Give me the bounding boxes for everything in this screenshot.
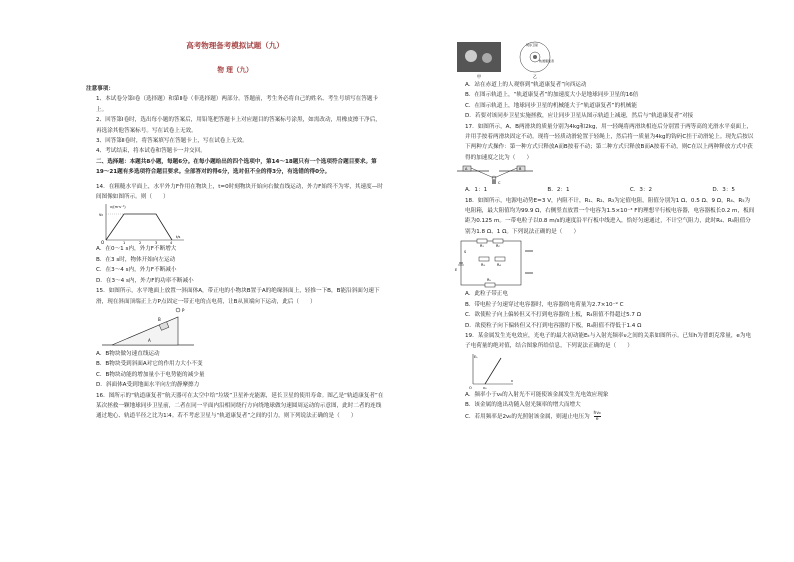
svg-text:E: E bbox=[455, 268, 458, 273]
satellite-photo bbox=[457, 42, 501, 72]
note-item: 3、回答第Ⅱ卷时，将答案填写在答题卡上，写在试卷上无效。 bbox=[96, 138, 248, 145]
note-item: 1、本试卷分第Ⅰ卷（选择题）和第Ⅱ卷（非选择题）两部分。答题前，考生务必将自己的姓名、考生号填写在答题卡上。 bbox=[96, 96, 379, 113]
svg-text:甲: 甲 bbox=[477, 74, 481, 79]
option: B．在3 s时，物体开始向左运动 bbox=[96, 256, 176, 263]
option: C．B物块动能的增加量小于电势能的减少量 bbox=[96, 371, 205, 378]
svg-text:Eₖ: Eₖ bbox=[474, 354, 478, 359]
rope bbox=[471, 168, 517, 178]
option: C．在3～4 s内，外力F不断减小 bbox=[96, 267, 177, 274]
vt-curve bbox=[106, 214, 172, 240]
exam-title: 高考物理备考模拟试题（九） bbox=[186, 41, 284, 50]
svg-text:ν₀: ν₀ bbox=[483, 385, 487, 390]
svg-text:同步卫星: 同步卫星 bbox=[526, 43, 539, 47]
option: D．若要对该同步卫星实施拯救，应让同步卫星从图示轨道上减速，然后与“轨道康复者”对接 bbox=[465, 113, 694, 120]
question-16-stem: 16．图所示的“轨道康复者”航天器可在太空中给“垃圾”卫星补充能源，延长卫星的使用寿命。图乙是“轨道康复者”在某次拯救一颗地球同步卫星前，二者在同一平面内沿相同绕行方向绕地球做匀速圆周运动的示意图，此时二者的连线通过地心、轨道半径之比为1∶4。若不考虑卫星与“轨道康复者”之间的引力，则下列说法正确的是（ ） bbox=[96, 392, 384, 420]
section-heading: 二、选择题：本题共8小题，每题6分。在每小题给出的四个选项中，第14～18题只有一个选项符合题目要求。第19～21题有多选项符合题目要求。全部答对的得6分，选对但不全的得3分，有选错的得0分。 bbox=[96, 158, 377, 176]
option: B．B物块受到斜面A对它的作用力大小不变 bbox=[96, 361, 203, 368]
question-18-stem: 18．如图所示，电源电动势E=3 V，内阻不计，R₁、R₂、R₃为定值电阻，阻值分别为1 Ω、0.5 Ω、9 Ω，R₄、R₅为电阻箱，最大阻值均为99.9 Ω，右侧竖直放置一个电容为1.5×10⁻³ F的理想平行板电容器，电容器板长0.2 m，板间距为0.125 m。一带电粒子以0.8 m/s的速度沿平行板中线进入，恰好匀速通过，不计空气阻力，此时R₄、R₅阻值分别为1.8 Ω、1 Ω。下列说法正确的是（ ） bbox=[465, 197, 755, 235]
origin-label: O bbox=[101, 240, 105, 245]
R4 bbox=[495, 257, 505, 261]
q15-incline-figure bbox=[98, 307, 198, 349]
option: A．站在赤道上的人观察到“轨道康复者”向西运动 bbox=[465, 82, 587, 88]
svg-text:B: B bbox=[158, 316, 161, 322]
right-column bbox=[455, 40, 755, 422]
option: D．在3～4 s内，外力F的功率不断减小 bbox=[96, 277, 194, 284]
q17-pulley-figure bbox=[455, 163, 535, 185]
notes-heading: 注意事项： bbox=[86, 86, 114, 92]
circuit-loop bbox=[461, 241, 521, 285]
svg-text:4: 4 bbox=[170, 241, 173, 245]
svg-text:S: S bbox=[464, 250, 467, 255]
svg-text:R₃: R₃ bbox=[481, 263, 485, 268]
svg-text:3: 3 bbox=[155, 241, 158, 245]
svg-text:R₁: R₁ bbox=[480, 244, 484, 249]
note-item: 4、考试结束，将本试卷和答题卡一并交回。 bbox=[96, 148, 206, 155]
option: B．该金属的逸出功随入射光频率的增大而增大 bbox=[465, 402, 581, 409]
svg-text:B: B bbox=[519, 167, 522, 172]
q19-ek-graph bbox=[467, 352, 517, 390]
option: D．斜面体A受到地面水平向左的静摩擦力 bbox=[96, 382, 200, 389]
question-14-stem: 14．在粗糙水平面上，水平外力F作用在物块上，t=0时刻物块开始向右做直线运动，外力F始终不为零，其速度—时间图像如图所示。则（ ） bbox=[96, 183, 383, 201]
ek-line bbox=[485, 358, 501, 384]
question-15-stem: 15．如图所示，水平地面上放置一斜面体A，带正电的小物块B置于A的绝缘斜面上，轻推一下B，B能沿斜面匀速下滑，现在斜面顶端正上方P点固定一带正电的点电荷，让B从顶端向下运动，此后（ ） bbox=[96, 288, 380, 305]
svg-text:O: O bbox=[469, 385, 472, 390]
option: C．在图示轨道上，地球同步卫星的机械能大于“轨道康复者”的机械能 bbox=[465, 102, 637, 109]
svg-text:R₅: R₅ bbox=[487, 278, 491, 283]
hook-C bbox=[492, 180, 496, 184]
q18-circuit-figure bbox=[455, 237, 535, 289]
option: D．3：5 bbox=[712, 187, 735, 194]
note-item: 2、回答第Ⅰ卷时，选出每小题的答案后，用铅笔把答题卡上对应题目的答案标号涂黑，如需改动，用橡皮擦干净后，再选涂其他答案标号。写在试卷上无效。 bbox=[96, 117, 381, 134]
R2 bbox=[493, 239, 503, 243]
R1 bbox=[477, 239, 487, 243]
question-17-stem: 17．如图所示，A、B两滑块的质量分别为4kg和2kg，用一轻绳将两滑块相连后分别置于两等高的光滑水平桌面上，并用手按着两滑块固定不动。现将一轻质动滑轮置于轻绳上，然后将一质量为4kg的钩码C挂于动滑轮上。现先后按以下两种方式操作：第一种方式只释放A而B按着不动；第二种方式只释放B而A按着不动，则C在以上两种释放方式中获得的加速度之比为（ ） bbox=[465, 123, 754, 161]
option: C．欲使粒子向上偏转但又不打到电容器的上板，R₄阻值不得超过5.7 Ω bbox=[465, 312, 642, 319]
svg-text:2: 2 bbox=[139, 241, 142, 245]
option: B．带电粒子匀速穿过电容器时，电容器的电荷量为2.7×10⁻⁹ C bbox=[465, 301, 624, 308]
option: A．在0～1 s内，外力F不断增大 bbox=[96, 246, 177, 253]
svg-text:ν: ν bbox=[511, 378, 513, 383]
option: C．若用频率是2ν₀的光照射该金属，则遏止电压为 $\frac{\text{hν₀}}{e}$ bbox=[465, 410, 601, 422]
option: D．欲使粒子向下偏转但又不打到电容器的下板，R₄阻值不得低于1.4 Ω bbox=[465, 322, 642, 329]
svg-text:R₂: R₂ bbox=[496, 244, 500, 249]
svg-text:R₄: R₄ bbox=[497, 263, 501, 268]
R3 bbox=[479, 257, 489, 261]
option: A．B物块做匀速直线运动 bbox=[96, 350, 160, 357]
q16-figure bbox=[455, 40, 565, 80]
exam-subtitle: 物 理（九） bbox=[217, 66, 253, 74]
q14-vt-graph bbox=[98, 202, 188, 244]
option: A．此粒子带正电 bbox=[465, 291, 508, 298]
svg-text:C: C bbox=[498, 181, 501, 186]
option: B．在图示轨道上，“轨道康复者”的加速度大小是地球同步卫星的16倍 bbox=[465, 92, 639, 99]
v-axis-label: v/(m·s⁻¹) bbox=[110, 205, 126, 210]
svg-text:t/s: t/s bbox=[176, 235, 181, 240]
svg-text:A: A bbox=[465, 167, 468, 172]
option: C．3：2 bbox=[629, 187, 653, 194]
earth bbox=[533, 55, 537, 59]
option: A．频率小于ν₀的入射光不可能使该金属发生光电效应现象 bbox=[465, 391, 609, 398]
fraction: $\frac{\text{hν₀}}{e}$ bbox=[593, 410, 601, 422]
q17-options bbox=[455, 185, 755, 195]
charge-P bbox=[176, 308, 180, 312]
left-column bbox=[86, 40, 384, 422]
question-19-stem: 19．某金属发生光电效应，光电子的最大初动能Eₖ与入射光频率ν之间的关系如图所示。已知h为普朗克常量，e为电子电荷量的绝对值，结合图象所给信息，下列说法正确的是（ ） bbox=[465, 332, 752, 350]
incline-A bbox=[112, 317, 178, 345]
svg-text:P: P bbox=[182, 307, 185, 313]
svg-text:乙: 乙 bbox=[533, 74, 537, 79]
svg-text:1: 1 bbox=[123, 241, 126, 245]
option: A．1：1 bbox=[465, 187, 488, 194]
R5 bbox=[485, 283, 495, 287]
v0-label: v₀ bbox=[99, 212, 103, 218]
option: B．2：1 bbox=[547, 187, 570, 194]
svg-text:A: A bbox=[148, 337, 151, 343]
svg-text:轨道康复者: 轨道康复者 bbox=[539, 59, 555, 63]
